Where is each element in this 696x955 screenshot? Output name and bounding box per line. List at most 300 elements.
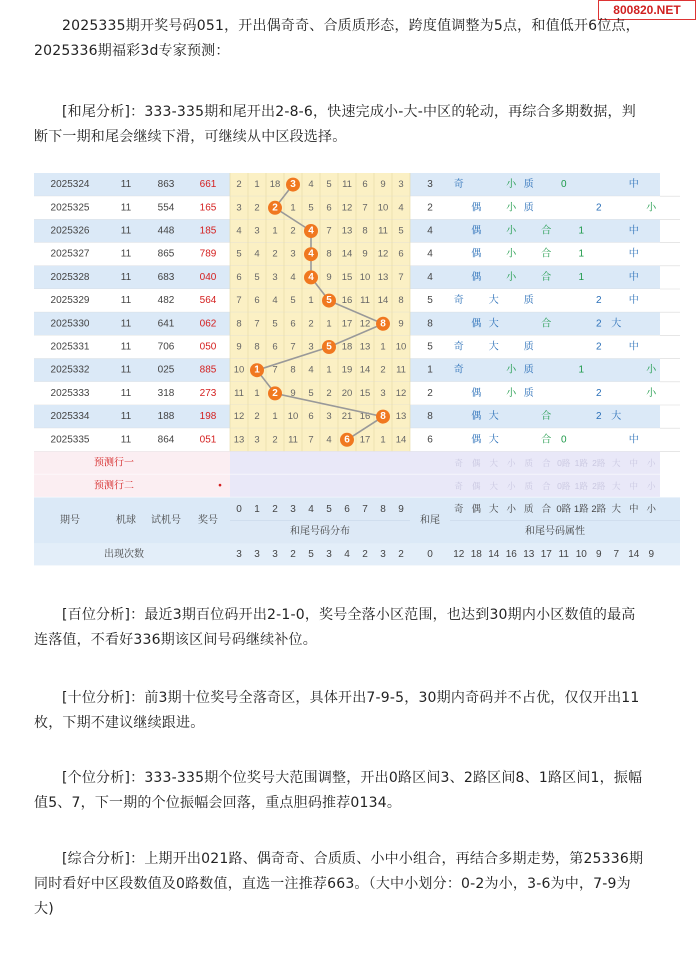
predict-attr-cell: 大 <box>611 480 621 491</box>
period-cell: 2025329 <box>50 295 90 307</box>
dist-miss-cell: 1 <box>326 364 332 376</box>
attr-cell: 奇 <box>453 341 464 353</box>
trial-cell: 863 <box>157 179 175 191</box>
tens-analysis <box>34 686 674 736</box>
machine-cell: 11 <box>120 179 132 191</box>
header-attr-title: 和尾号码属性 <box>525 525 585 537</box>
dist-miss-cell: 14 <box>377 295 389 307</box>
predict-attr-cell: 小 <box>506 457 516 468</box>
attr-cell: 大 <box>611 411 622 423</box>
dist-miss-cell: 1 <box>272 411 278 423</box>
predict-attr-cell: 1路 <box>574 480 588 491</box>
trial-cell: 025 <box>157 364 175 376</box>
trial-cell: 706 <box>157 341 175 353</box>
attr-cell: 中 <box>628 434 639 446</box>
dist-miss-cell: 13 <box>395 411 407 423</box>
dist-miss-cell: 15 <box>359 387 371 399</box>
dist-miss-cell: 13 <box>377 271 389 283</box>
dist-miss-cell: 10 <box>287 411 299 423</box>
dist-miss-cell: 1 <box>380 434 386 446</box>
header-attr: 偶 <box>471 503 482 515</box>
sum-tail-cell: 3 <box>427 179 433 191</box>
prize-cell: 185 <box>199 225 217 237</box>
occurrence-dist-cell: 3 <box>272 548 278 560</box>
sum-tail-cell: 4 <box>427 248 433 260</box>
dist-miss-cell: 3 <box>380 387 386 399</box>
trial-cell: 865 <box>157 248 175 260</box>
hundreds-line-1: [百位分析]：最近3期百位码开出2-1-0，奖号全落小区范围，也达到30期内小区数值的最高 <box>62 607 636 623</box>
dist-miss-cell: 5 <box>236 248 242 260</box>
attr-cell: 大 <box>488 434 499 446</box>
occurrence-dist-cell: 4 <box>344 548 350 560</box>
machine-cell: 11 <box>120 364 132 376</box>
machine-cell: 11 <box>120 318 132 330</box>
dist-miss-cell: 2 <box>272 248 278 260</box>
header-attr: 奇 <box>453 503 464 515</box>
dist-miss-cell: 1 <box>326 318 332 330</box>
dist-miss-cell: 1 <box>290 202 296 214</box>
machine-cell: 11 <box>120 271 132 283</box>
attr-cell: 偶 <box>471 225 482 237</box>
attr-cell: 偶 <box>471 271 482 283</box>
attr-cell: 0 <box>560 434 567 446</box>
dist-miss-cell: 11 <box>342 179 352 191</box>
attr-cell: 质 <box>523 295 534 307</box>
predict-dist-bg <box>230 451 450 474</box>
dist-miss-cell: 10 <box>359 271 371 283</box>
dist-miss-cell: 10 <box>395 341 407 353</box>
sum-tail-cell: 5 <box>427 341 433 353</box>
machine-cell: 11 <box>120 434 132 446</box>
dist-miss-cell: 3 <box>236 202 242 214</box>
dist-miss-cell: 14 <box>395 434 407 446</box>
header-attr: 0路 <box>556 503 572 515</box>
header-attr: 小 <box>506 503 517 515</box>
dist-miss-cell: 2 <box>326 387 332 399</box>
dist-miss-cell: 6 <box>362 179 368 191</box>
dist-miss-cell: 7 <box>398 271 404 283</box>
header-prize: 奖号 <box>198 514 218 526</box>
trend-ball-label: 8 <box>380 318 386 330</box>
dist-miss-cell: 8 <box>236 318 242 330</box>
tens-line-1: [十位分析]：前3期十位奖号全落奇区，具体开出7-9-5，30期内奇码并不占优，仅仅开出11 <box>62 690 640 706</box>
predict-attr-cell: 合 <box>541 480 551 491</box>
header-digit: 8 <box>380 503 386 515</box>
dist-miss-cell: 7 <box>272 364 278 376</box>
dist-miss-cell: 1 <box>308 295 314 307</box>
dist-miss-cell: 21 <box>341 411 353 423</box>
attr-cell: 偶 <box>471 434 482 446</box>
dist-miss-cell: 1 <box>272 225 278 237</box>
sum-tail-cell: 2 <box>427 202 433 214</box>
sum-tail-cell: 8 <box>427 318 433 330</box>
dist-miss-cell: 13 <box>359 341 371 353</box>
units-analysis <box>34 766 674 816</box>
machine-cell: 11 <box>120 411 132 423</box>
period-cell: 2025326 <box>50 225 90 237</box>
dist-miss-cell: 5 <box>290 295 296 307</box>
dist-miss-cell: 5 <box>272 318 278 330</box>
attr-cell: 小 <box>506 364 517 376</box>
sum-tail-cell: 5 <box>427 295 433 307</box>
trend-ball-label: 3 <box>290 179 296 191</box>
dist-miss-cell: 12 <box>395 387 407 399</box>
occurrence-tail-cell: 0 <box>427 548 433 560</box>
predict-row-label: 预测行一 <box>94 457 134 469</box>
attr-cell: 小 <box>506 271 517 283</box>
predict-attr-cell: 大 <box>611 457 621 468</box>
dist-miss-cell: 3 <box>254 225 260 237</box>
intro-line-2: 2025336期福彩3d专家预测： <box>34 43 230 59</box>
header-period: 期号 <box>60 514 80 526</box>
dist-miss-cell: 13 <box>341 225 353 237</box>
trend-ball-label: 2 <box>272 202 278 214</box>
dist-miss-cell: 12 <box>377 248 389 260</box>
trend-ball-label: 4 <box>308 225 314 237</box>
header-dist-title: 和尾号码分布 <box>290 525 350 537</box>
dist-miss-cell: 6 <box>236 271 242 283</box>
attr-cell: 2 <box>595 387 602 399</box>
dist-miss-cell: 16 <box>359 411 371 423</box>
occurrence-dist-cell: 2 <box>398 548 404 560</box>
predict-attr-cell: 0路 <box>557 480 571 491</box>
attr-cell: 中 <box>628 225 639 237</box>
sum-tail-cell: 1 <box>427 364 433 376</box>
attr-cell: 小 <box>646 387 657 399</box>
predict-row-label: 预测行二 <box>94 480 134 492</box>
dist-miss-cell: 11 <box>396 364 406 376</box>
attr-bg <box>450 382 660 405</box>
attr-cell: 质 <box>523 364 534 376</box>
attr-cell: 大 <box>488 341 499 353</box>
dist-miss-cell: 8 <box>290 364 296 376</box>
trial-cell: 318 <box>157 387 175 399</box>
hundreds-analysis <box>34 603 674 653</box>
predict-attr-cell: 中 <box>629 457 639 468</box>
dist-miss-cell: 3 <box>254 434 260 446</box>
dist-miss-cell: 6 <box>290 318 296 330</box>
dist-miss-cell: 7 <box>362 202 368 214</box>
dist-miss-cell: 4 <box>398 202 404 214</box>
attr-cell: 0 <box>560 179 567 191</box>
predict-attr-cell: 2路 <box>592 457 606 468</box>
attr-cell: 小 <box>506 179 517 191</box>
attr-cell: 偶 <box>471 248 482 260</box>
header-attr: 大 <box>488 503 499 515</box>
dist-miss-cell: 4 <box>308 179 314 191</box>
trial-cell: 482 <box>157 295 175 307</box>
predict-attr-cell: 质 <box>524 480 534 491</box>
dist-miss-cell: 4 <box>272 295 278 307</box>
dist-miss-cell: 7 <box>290 341 296 353</box>
trend-chart <box>34 173 680 578</box>
trend-ball-label: 6 <box>344 434 350 446</box>
occurrence-dist-cell: 2 <box>362 548 368 560</box>
attr-cell: 合 <box>541 225 552 237</box>
predict-attr-cell: 奇 <box>454 480 464 491</box>
occurrence-attr-cell: 13 <box>523 548 535 560</box>
dist-miss-cell: 10 <box>233 364 245 376</box>
attr-cell: 合 <box>541 248 552 260</box>
dist-miss-cell: 15 <box>341 271 353 283</box>
sum-tail-cell: 4 <box>427 225 433 237</box>
period-cell: 2025333 <box>50 387 90 399</box>
sum-tail-cell: 8 <box>427 411 433 423</box>
dist-miss-cell: 7 <box>308 434 314 446</box>
dist-miss-cell: 6 <box>326 202 332 214</box>
trial-cell: 864 <box>157 434 175 446</box>
attr-cell: 偶 <box>471 202 482 214</box>
header-digit: 0 <box>236 503 242 515</box>
occurrence-attr-cell: 10 <box>575 548 587 560</box>
attr-cell: 大 <box>488 318 499 330</box>
attr-cell: 合 <box>541 271 552 283</box>
attr-cell: 小 <box>646 364 657 376</box>
trial-cell: 188 <box>157 411 175 423</box>
predict-attr-cell: 小 <box>506 480 516 491</box>
attr-cell: 小 <box>506 248 517 260</box>
period-cell: 2025325 <box>50 202 90 214</box>
occurrence-attr-cell: 14 <box>628 548 640 560</box>
dist-miss-cell: 16 <box>341 295 353 307</box>
dist-miss-cell: 1 <box>254 179 260 191</box>
dist-miss-cell: 18 <box>341 341 353 353</box>
attr-cell: 偶 <box>471 318 482 330</box>
overall-line-2: 同时看好中区段数值及0路数值，直选一注推荐663。（大中小划分：0-2为小，3-6为中，7-9为 <box>34 876 631 892</box>
predict-attr-cell: 奇 <box>454 457 464 468</box>
occurrence-dist-cell: 3 <box>254 548 260 560</box>
dist-miss-cell: 2 <box>290 225 296 237</box>
trend-ball-label: 5 <box>326 341 332 353</box>
dist-miss-cell: 20 <box>341 387 353 399</box>
intro-line-1: 2025335期开奖号码051，开出偶奇奇、合质质形态，跨度值调整为5点，和值低开6位点， <box>62 18 640 34</box>
predict-attr-cell: 1路 <box>574 457 588 468</box>
dist-miss-cell: 6 <box>272 341 278 353</box>
dist-miss-cell: 5 <box>254 271 260 283</box>
dist-miss-cell: 13 <box>233 434 245 446</box>
header-digit: 2 <box>272 503 278 515</box>
occurrence-attr-cell: 14 <box>488 548 500 560</box>
dist-miss-cell: 11 <box>378 225 388 237</box>
header-digit: 5 <box>326 503 332 515</box>
sum-tail-line-1: [和尾分析]：333-335期和尾开出2-8-6，快速完成小-大-中区的轮动，再综合多期数据，判 <box>62 104 636 120</box>
dist-miss-cell: 5 <box>308 387 314 399</box>
dist-miss-cell: 5 <box>308 202 314 214</box>
attr-cell: 1 <box>578 225 585 237</box>
occurrence-attr-cell: 9 <box>648 548 655 560</box>
attr-cell: 小 <box>506 225 517 237</box>
predict-attr-cell: 0路 <box>557 457 571 468</box>
dist-miss-cell: 4 <box>308 364 314 376</box>
dist-miss-cell: 2 <box>272 434 278 446</box>
dist-miss-cell: 2 <box>236 179 242 191</box>
dist-miss-cell: 5 <box>326 179 332 191</box>
dist-miss-cell: 8 <box>326 248 332 260</box>
predict-marker: • <box>218 480 222 492</box>
attr-cell: 2 <box>595 318 602 330</box>
prize-cell: 051 <box>199 434 217 446</box>
dist-miss-cell: 8 <box>254 341 260 353</box>
dist-miss-cell: 9 <box>380 179 386 191</box>
occurrence-dist-cell: 3 <box>380 548 386 560</box>
attr-cell: 2 <box>595 411 602 423</box>
dist-miss-cell: 2 <box>308 318 314 330</box>
attr-cell: 小 <box>646 202 657 214</box>
dist-miss-cell: 17 <box>341 318 353 330</box>
dist-miss-cell: 11 <box>234 387 244 399</box>
occurrence-dist-cell: 3 <box>236 548 242 560</box>
dist-miss-cell: 9 <box>326 271 332 283</box>
attr-cell: 大 <box>611 318 622 330</box>
header-attr: 合 <box>541 503 552 515</box>
prize-cell: 040 <box>199 271 217 283</box>
dist-miss-cell: 2 <box>380 364 386 376</box>
attr-cell: 小 <box>506 387 517 399</box>
dist-miss-cell: 7 <box>326 225 332 237</box>
dist-miss-cell: 9 <box>290 387 296 399</box>
units-line-1: [个位分析]：333-335期个位奖号大范围调整，开出0路区间3、2路区间8、1路区间1，振幅 <box>62 770 643 786</box>
predict-attr-cell: 小 <box>646 480 656 491</box>
dist-miss-cell: 5 <box>398 225 404 237</box>
predict-attr-cell: 小 <box>646 457 656 468</box>
attr-cell: 2 <box>595 295 602 307</box>
dist-miss-cell: 12 <box>233 411 245 423</box>
dist-miss-cell: 4 <box>236 225 242 237</box>
header-sum-tail: 和尾 <box>420 514 440 526</box>
attr-cell: 中 <box>628 341 639 353</box>
predict-dist-bg <box>230 474 450 497</box>
attr-cell: 合 <box>541 434 552 446</box>
machine-cell: 11 <box>120 202 132 214</box>
sum-tail-cell: 6 <box>427 434 433 446</box>
predict-attr-cell: 大 <box>489 480 499 491</box>
dist-miss-cell: 9 <box>398 318 404 330</box>
dist-miss-cell: 8 <box>398 295 404 307</box>
attr-cell: 小 <box>506 202 517 214</box>
tens-line-2: 枚，下期不建议继续跟进。 <box>34 715 205 731</box>
dist-miss-cell: 6 <box>254 295 260 307</box>
occurrence-attr-cell: 16 <box>505 548 517 560</box>
machine-cell: 11 <box>120 341 132 353</box>
occurrence-dist-cell: 2 <box>290 548 296 560</box>
period-cell: 2025335 <box>50 434 90 446</box>
trend-ball-label: 8 <box>380 411 386 423</box>
dist-miss-cell: 10 <box>377 202 389 214</box>
dist-miss-cell: 14 <box>359 364 371 376</box>
attr-cell: 1 <box>578 364 585 376</box>
occurrence-attr-cell: 17 <box>540 548 552 560</box>
occurrence-label: 出现次数 <box>104 548 144 560</box>
dist-miss-cell: 12 <box>359 318 371 330</box>
intro-paragraph <box>34 14 674 64</box>
attr-cell: 质 <box>523 341 534 353</box>
dist-miss-cell: 3 <box>272 271 278 283</box>
header-attr: 2路 <box>591 503 607 515</box>
occurrence-attr-cell: 12 <box>453 548 465 560</box>
trend-chart-svg <box>34 173 680 578</box>
header-trial: 试机号 <box>151 514 181 526</box>
dist-miss-cell: 17 <box>359 434 371 446</box>
dist-miss-cell: 4 <box>254 248 260 260</box>
header-attr: 质 <box>523 503 534 515</box>
machine-cell: 11 <box>120 387 132 399</box>
dist-miss-cell: 4 <box>290 271 296 283</box>
prize-cell: 062 <box>199 318 217 330</box>
predict-attr-cell: 中 <box>629 480 639 491</box>
dist-miss-cell: 2 <box>254 202 260 214</box>
predict-attr-cell: 2路 <box>592 480 606 491</box>
dist-miss-cell: 9 <box>236 341 242 353</box>
trend-ball-label: 2 <box>272 387 278 399</box>
units-line-2: 值5、7，下一期的个位振幅会回落，重点胆码推荐0134。 <box>34 795 402 811</box>
overall-analysis <box>34 847 674 922</box>
trend-ball-label: 4 <box>308 248 314 260</box>
overall-line-3: 大) <box>34 901 54 917</box>
attr-bg <box>450 312 660 335</box>
trend-ball-label: 4 <box>308 271 314 283</box>
trend-ball-label: 1 <box>254 364 260 376</box>
attr-cell: 中 <box>628 248 639 260</box>
overall-line-1: [综合分析]：上期开出021路、偶奇奇、合质质、小中小组合，再结合多期走势，第25336期 <box>62 851 644 867</box>
attr-cell: 中 <box>628 179 639 191</box>
dist-miss-cell: 6 <box>308 411 314 423</box>
dist-miss-cell: 8 <box>362 225 368 237</box>
attr-cell: 中 <box>628 271 639 283</box>
prize-cell: 789 <box>199 248 217 260</box>
dist-miss-cell: 1 <box>380 341 386 353</box>
prize-cell: 273 <box>199 387 217 399</box>
prize-cell: 050 <box>199 341 217 353</box>
header-attr: 1路 <box>573 503 589 515</box>
dist-miss-cell: 7 <box>254 318 260 330</box>
attr-cell: 偶 <box>471 411 482 423</box>
prize-cell: 198 <box>199 411 217 423</box>
header-attr: 小 <box>646 503 657 515</box>
occurrence-dist-cell: 5 <box>308 548 314 560</box>
predict-attr-cell: 偶 <box>471 480 481 491</box>
attr-bg <box>450 405 660 428</box>
attr-bg <box>450 196 660 219</box>
predict-attr-cell: 质 <box>524 457 534 468</box>
machine-cell: 11 <box>120 225 132 237</box>
header-digit: 4 <box>308 503 314 515</box>
attr-cell: 2 <box>595 341 602 353</box>
attr-cell: 奇 <box>453 295 464 307</box>
dist-miss-cell: 19 <box>341 364 353 376</box>
attr-cell: 合 <box>541 411 552 423</box>
sum-tail-line-2: 断下一期和尾会继续下滑，可继续从中区段选择。 <box>34 129 347 145</box>
header-digit: 7 <box>362 503 368 515</box>
attr-cell: 质 <box>523 202 534 214</box>
predict-attr-cell: 大 <box>489 457 499 468</box>
period-cell: 2025324 <box>50 179 90 191</box>
prize-cell: 564 <box>199 295 217 307</box>
dist-miss-cell: 6 <box>398 248 404 260</box>
attr-cell: 奇 <box>453 364 464 376</box>
period-cell: 2025328 <box>50 271 90 283</box>
dist-miss-cell: 12 <box>341 202 353 214</box>
period-cell: 2025331 <box>50 341 90 353</box>
header-digit: 6 <box>344 503 350 515</box>
trend-ball-label: 5 <box>326 295 332 307</box>
site-watermark: 800820.NET <box>598 0 696 20</box>
predict-attr-cell: 偶 <box>471 457 481 468</box>
period-cell: 2025330 <box>50 318 90 330</box>
period-cell: 2025332 <box>50 364 90 376</box>
trial-cell: 448 <box>157 225 175 237</box>
attr-bg <box>450 359 660 382</box>
header-attr: 中 <box>628 503 639 515</box>
